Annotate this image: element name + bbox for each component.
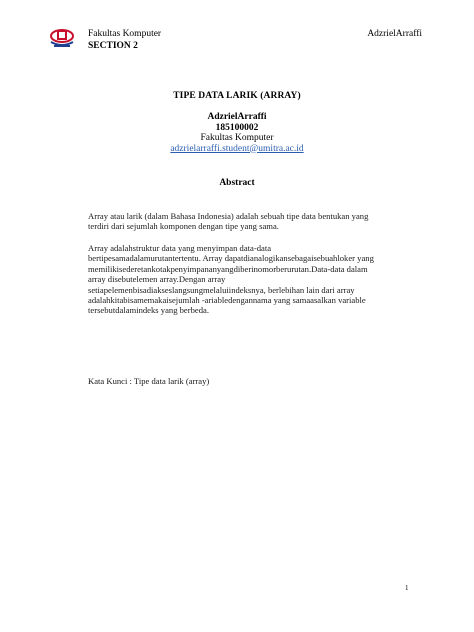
header-left	[88, 29, 161, 52]
page-number: 1	[405, 584, 409, 592]
text-line: terdiri dari sejumlah komponen dengan tipe yang sama.	[88, 221, 279, 232]
header-section: SECTION 2	[88, 41, 138, 51]
text-line: setiapelemenbisadiakseslangsungmelaluiindeksnya, berlebihan lain dari array	[88, 284, 355, 295]
text-line: Array atau larik (dalam Bahasa Indonesia) adalah sebuah tipe data bentukan yang	[88, 211, 369, 221]
author-name: AdzrielArraffi	[207, 112, 267, 122]
author-id: 185100002	[215, 122, 259, 133]
university-logo-icon	[48, 26, 76, 50]
paper-title: TIPE DATA LARIK (ARRAY)	[173, 91, 301, 101]
text-line: adalahkitabisamemakaisejumlah -ariabledengannama yang samaasalkan variable	[88, 295, 366, 306]
header-author: AdzrielArraffi	[367, 29, 422, 39]
author-email-link[interactable]: adzrielarraffi.student@umitra.ac.id	[170, 143, 304, 154]
text-line: tersebutdalamindeks yang berbeda.	[88, 305, 209, 316]
text-line: memilikisederetankotakpenyimpananyangdiberinomorberurutan.Data-data dalam	[88, 263, 368, 274]
header-faculty: Fakultas Komputer	[88, 29, 162, 39]
abstract-paragraph-1	[88, 211, 408, 232]
author-block	[0, 112, 474, 154]
text-line: array disebutelemen array.Dengan array	[88, 274, 226, 285]
abstract-heading: Abstract	[219, 178, 255, 188]
abstract-paragraph-2	[88, 243, 408, 316]
text-line: Array adalahstruktur data yang menyimpan data-data	[88, 243, 272, 253]
author-faculty: Fakultas Komputer	[200, 133, 274, 143]
keywords: Kata Kunci : Tipe data larik (array)	[88, 376, 210, 386]
text-line: bertipesamadalamurutantertentu. Array dapatdianalogikansebagaisebuahloker yang	[88, 253, 374, 264]
